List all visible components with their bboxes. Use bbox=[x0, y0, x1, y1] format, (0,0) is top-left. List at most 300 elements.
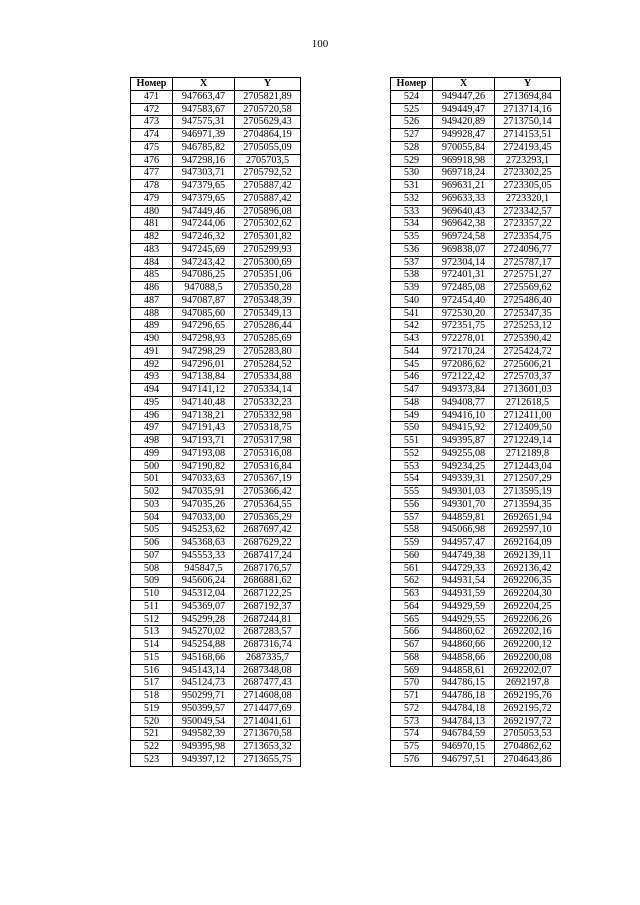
cell-x: 944860,66 bbox=[433, 639, 495, 652]
cell-number: 473 bbox=[131, 116, 173, 129]
cell-number: 480 bbox=[131, 205, 173, 218]
cell-number: 569 bbox=[391, 664, 433, 677]
cell-number: 483 bbox=[131, 243, 173, 256]
cell-x: 947193,08 bbox=[173, 447, 235, 460]
table-row bbox=[391, 728, 561, 741]
cell-number: 486 bbox=[131, 282, 173, 295]
cell-y: 2692136,42 bbox=[495, 562, 561, 575]
cell-x: 969633,33 bbox=[433, 192, 495, 205]
cell-number: 522 bbox=[131, 741, 173, 754]
table-row bbox=[131, 473, 301, 486]
table-row bbox=[391, 90, 561, 103]
cell-y: 2687122,25 bbox=[235, 588, 301, 601]
table-row bbox=[131, 447, 301, 460]
cell-y: 2705332,23 bbox=[235, 396, 301, 409]
table-row bbox=[131, 702, 301, 715]
cell-number: 550 bbox=[391, 422, 433, 435]
header-number: Номер bbox=[131, 78, 173, 91]
table-row bbox=[391, 460, 561, 473]
cell-y: 2686881,62 bbox=[235, 575, 301, 588]
table-row bbox=[131, 690, 301, 703]
table-row bbox=[391, 715, 561, 728]
cell-y: 2687629,22 bbox=[235, 537, 301, 550]
table-row bbox=[391, 116, 561, 129]
cell-x: 946797,51 bbox=[433, 753, 495, 766]
cell-y: 2692195,72 bbox=[495, 702, 561, 715]
cell-y: 2714041,61 bbox=[235, 715, 301, 728]
cell-x: 969640,43 bbox=[433, 205, 495, 218]
table-body-right bbox=[391, 90, 561, 766]
cell-x: 945253,62 bbox=[173, 524, 235, 537]
cell-y: 2705284,52 bbox=[235, 358, 301, 371]
cell-x: 972530,20 bbox=[433, 307, 495, 320]
cell-number: 490 bbox=[131, 333, 173, 346]
cell-y: 2705703,5 bbox=[235, 154, 301, 167]
cell-number: 527 bbox=[391, 129, 433, 142]
table-row bbox=[391, 205, 561, 218]
table-row bbox=[391, 103, 561, 116]
table-row bbox=[131, 575, 301, 588]
table-row bbox=[391, 243, 561, 256]
cell-number: 572 bbox=[391, 702, 433, 715]
cell-x: 949408,77 bbox=[433, 396, 495, 409]
cell-x: 945606,24 bbox=[173, 575, 235, 588]
cell-y: 2723302,25 bbox=[495, 167, 561, 180]
table-row bbox=[391, 384, 561, 397]
cell-x: 945143,14 bbox=[173, 664, 235, 677]
cell-y: 2687348,08 bbox=[235, 664, 301, 677]
cell-number: 551 bbox=[391, 435, 433, 448]
table-row bbox=[131, 728, 301, 741]
cell-x: 945299,28 bbox=[173, 613, 235, 626]
cell-y: 2687176,57 bbox=[235, 562, 301, 575]
table-row bbox=[391, 575, 561, 588]
cell-y: 2705348,39 bbox=[235, 294, 301, 307]
coordinates-table-right bbox=[390, 77, 561, 767]
cell-y: 2692202,16 bbox=[495, 626, 561, 639]
cell-x: 972401,31 bbox=[433, 269, 495, 282]
cell-x: 947033,00 bbox=[173, 511, 235, 524]
cell-number: 556 bbox=[391, 498, 433, 511]
table-body-left bbox=[131, 90, 301, 766]
cell-number: 489 bbox=[131, 320, 173, 333]
cell-y: 2712411,00 bbox=[495, 409, 561, 422]
table-row bbox=[391, 626, 561, 639]
cell-y: 2692139,11 bbox=[495, 549, 561, 562]
cell-y: 2725486,40 bbox=[495, 294, 561, 307]
cell-y: 2712189,8 bbox=[495, 447, 561, 460]
cell-number: 541 bbox=[391, 307, 433, 320]
cell-x: 945553,33 bbox=[173, 549, 235, 562]
cell-x: 947138,84 bbox=[173, 371, 235, 384]
cell-y: 2687283,57 bbox=[235, 626, 301, 639]
cell-number: 495 bbox=[131, 396, 173, 409]
cell-y: 2705283,80 bbox=[235, 345, 301, 358]
cell-y: 2723342,57 bbox=[495, 205, 561, 218]
cell-x: 972351,75 bbox=[433, 320, 495, 333]
cell-y: 2724096,77 bbox=[495, 243, 561, 256]
cell-number: 528 bbox=[391, 141, 433, 154]
cell-x: 944957,47 bbox=[433, 537, 495, 550]
cell-y: 2692597,10 bbox=[495, 524, 561, 537]
cell-x: 949928,47 bbox=[433, 129, 495, 142]
table-row bbox=[391, 422, 561, 435]
header-y: Y bbox=[235, 78, 301, 91]
cell-y: 2705316,08 bbox=[235, 447, 301, 460]
cell-y: 2705629,43 bbox=[235, 116, 301, 129]
cell-x: 949301,03 bbox=[433, 486, 495, 499]
table-row bbox=[391, 511, 561, 524]
table-row bbox=[131, 524, 301, 537]
cell-x: 969838,07 bbox=[433, 243, 495, 256]
cell-y: 2705053,53 bbox=[495, 728, 561, 741]
cell-y: 2713653,32 bbox=[235, 741, 301, 754]
cell-number: 561 bbox=[391, 562, 433, 575]
cell-y: 2713750,14 bbox=[495, 116, 561, 129]
cell-y: 2705351,06 bbox=[235, 269, 301, 282]
table-row bbox=[131, 651, 301, 664]
header-number: Номер bbox=[391, 78, 433, 91]
cell-number: 492 bbox=[131, 358, 173, 371]
cell-y: 2704643,86 bbox=[495, 753, 561, 766]
cell-x: 950399,57 bbox=[173, 702, 235, 715]
cell-number: 513 bbox=[131, 626, 173, 639]
cell-number: 475 bbox=[131, 141, 173, 154]
cell-x: 949339,31 bbox=[433, 473, 495, 486]
table-row bbox=[131, 549, 301, 562]
cell-y: 2705317,98 bbox=[235, 435, 301, 448]
page-number: 100 bbox=[311, 38, 329, 50]
cell-x: 945124,73 bbox=[173, 677, 235, 690]
table-row bbox=[131, 422, 301, 435]
table-row bbox=[131, 677, 301, 690]
table-row bbox=[391, 486, 561, 499]
table-row bbox=[131, 129, 301, 142]
table-row bbox=[391, 256, 561, 269]
table-row bbox=[131, 90, 301, 103]
cell-x: 944784,18 bbox=[433, 702, 495, 715]
cell-x: 969631,21 bbox=[433, 180, 495, 193]
cell-number: 487 bbox=[131, 294, 173, 307]
coordinates-table-left bbox=[130, 77, 301, 767]
cell-x: 947379,65 bbox=[173, 192, 235, 205]
table-row bbox=[131, 294, 301, 307]
table-row bbox=[131, 282, 301, 295]
cell-x: 949582,39 bbox=[173, 728, 235, 741]
cell-y: 2704864,19 bbox=[235, 129, 301, 142]
cell-x: 949447,26 bbox=[433, 90, 495, 103]
cell-y: 2725569,62 bbox=[495, 282, 561, 295]
cell-y: 2713655,75 bbox=[235, 753, 301, 766]
cell-number: 481 bbox=[131, 218, 173, 231]
cell-y: 2687477,43 bbox=[235, 677, 301, 690]
cell-number: 497 bbox=[131, 422, 173, 435]
cell-x: 947298,29 bbox=[173, 345, 235, 358]
table-row bbox=[391, 180, 561, 193]
table-row bbox=[131, 307, 301, 320]
cell-number: 529 bbox=[391, 154, 433, 167]
cell-number: 484 bbox=[131, 256, 173, 269]
cell-y: 2725253,12 bbox=[495, 320, 561, 333]
cell-x: 950049,54 bbox=[173, 715, 235, 728]
cell-number: 517 bbox=[131, 677, 173, 690]
table-row bbox=[391, 435, 561, 448]
table-row bbox=[131, 320, 301, 333]
cell-x: 949395,87 bbox=[433, 435, 495, 448]
cell-number: 553 bbox=[391, 460, 433, 473]
cell-x: 947087,87 bbox=[173, 294, 235, 307]
cell-y: 2705367,19 bbox=[235, 473, 301, 486]
cell-y: 2687244,81 bbox=[235, 613, 301, 626]
cell-x: 949416,10 bbox=[433, 409, 495, 422]
cell-x: 972170,24 bbox=[433, 345, 495, 358]
cell-number: 542 bbox=[391, 320, 433, 333]
table-row bbox=[131, 511, 301, 524]
cell-y: 2705792,52 bbox=[235, 167, 301, 180]
cell-x: 970055,84 bbox=[433, 141, 495, 154]
table-row bbox=[131, 231, 301, 244]
cell-y: 2705365,29 bbox=[235, 511, 301, 524]
table-row bbox=[391, 141, 561, 154]
cell-x: 947583,67 bbox=[173, 103, 235, 116]
cell-x: 947296,01 bbox=[173, 358, 235, 371]
table-row bbox=[131, 498, 301, 511]
cell-number: 576 bbox=[391, 753, 433, 766]
cell-x: 972122,42 bbox=[433, 371, 495, 384]
cell-number: 485 bbox=[131, 269, 173, 282]
cell-number: 519 bbox=[131, 702, 173, 715]
table-row bbox=[131, 486, 301, 499]
cell-y: 2705334,14 bbox=[235, 384, 301, 397]
cell-x: 944931,59 bbox=[433, 588, 495, 601]
table-row bbox=[391, 562, 561, 575]
cell-x: 947191,43 bbox=[173, 422, 235, 435]
cell-y: 2692204,30 bbox=[495, 588, 561, 601]
table-row bbox=[131, 154, 301, 167]
table-header-row bbox=[131, 78, 301, 91]
cell-x: 944729,33 bbox=[433, 562, 495, 575]
cell-number: 533 bbox=[391, 205, 433, 218]
table-row bbox=[131, 715, 301, 728]
cell-number: 526 bbox=[391, 116, 433, 129]
cell-y: 2712249,14 bbox=[495, 435, 561, 448]
cell-x: 945312,04 bbox=[173, 588, 235, 601]
cell-number: 506 bbox=[131, 537, 173, 550]
cell-number: 491 bbox=[131, 345, 173, 358]
cell-y: 2705302,62 bbox=[235, 218, 301, 231]
cell-y: 2692200,12 bbox=[495, 639, 561, 652]
table-row bbox=[391, 447, 561, 460]
cell-y: 2725751,27 bbox=[495, 269, 561, 282]
cell-y: 2687192,37 bbox=[235, 600, 301, 613]
cell-x: 947379,65 bbox=[173, 180, 235, 193]
cell-y: 2705349,13 bbox=[235, 307, 301, 320]
table-row bbox=[131, 409, 301, 422]
cell-number: 546 bbox=[391, 371, 433, 384]
cell-y: 2705055,09 bbox=[235, 141, 301, 154]
cell-y: 2712507,29 bbox=[495, 473, 561, 486]
cell-y: 2725424,72 bbox=[495, 345, 561, 358]
table-row bbox=[391, 549, 561, 562]
table-row bbox=[131, 358, 301, 371]
cell-x: 945168,66 bbox=[173, 651, 235, 664]
cell-y: 2725347,35 bbox=[495, 307, 561, 320]
cell-x: 949301,70 bbox=[433, 498, 495, 511]
cell-x: 947141,12 bbox=[173, 384, 235, 397]
table-row bbox=[391, 473, 561, 486]
cell-number: 532 bbox=[391, 192, 433, 205]
cell-number: 566 bbox=[391, 626, 433, 639]
cell-x: 972086,62 bbox=[433, 358, 495, 371]
table-row bbox=[131, 103, 301, 116]
cell-number: 471 bbox=[131, 90, 173, 103]
cell-y: 2692197,72 bbox=[495, 715, 561, 728]
table-row bbox=[131, 345, 301, 358]
cell-number: 521 bbox=[131, 728, 173, 741]
cell-x: 945254,88 bbox=[173, 639, 235, 652]
cell-x: 947246,32 bbox=[173, 231, 235, 244]
table-row bbox=[131, 613, 301, 626]
cell-x: 947035,91 bbox=[173, 486, 235, 499]
cell-number: 555 bbox=[391, 486, 433, 499]
cell-y: 2705301,82 bbox=[235, 231, 301, 244]
cell-y: 2705366,42 bbox=[235, 486, 301, 499]
cell-number: 472 bbox=[131, 103, 173, 116]
table-row bbox=[391, 231, 561, 244]
cell-number: 549 bbox=[391, 409, 433, 422]
table-row bbox=[391, 753, 561, 766]
cell-number: 510 bbox=[131, 588, 173, 601]
table-row bbox=[131, 562, 301, 575]
table-row bbox=[131, 371, 301, 384]
cell-y: 2723354,75 bbox=[495, 231, 561, 244]
cell-y: 2692206,26 bbox=[495, 613, 561, 626]
cell-y: 2705720,58 bbox=[235, 103, 301, 116]
cell-number: 570 bbox=[391, 677, 433, 690]
cell-x: 947243,42 bbox=[173, 256, 235, 269]
cell-x: 972485,08 bbox=[433, 282, 495, 295]
cell-y: 2705896,08 bbox=[235, 205, 301, 218]
cell-number: 508 bbox=[131, 562, 173, 575]
cell-x: 947035,26 bbox=[173, 498, 235, 511]
table-row bbox=[131, 192, 301, 205]
table-row bbox=[391, 741, 561, 754]
cell-number: 562 bbox=[391, 575, 433, 588]
cell-y: 2723293,1 bbox=[495, 154, 561, 167]
cell-y: 2725390,42 bbox=[495, 333, 561, 346]
table-row bbox=[131, 205, 301, 218]
cell-x: 950299,71 bbox=[173, 690, 235, 703]
table-row bbox=[391, 613, 561, 626]
cell-number: 539 bbox=[391, 282, 433, 295]
table-row bbox=[131, 396, 301, 409]
cell-number: 482 bbox=[131, 231, 173, 244]
cell-y: 2725606,21 bbox=[495, 358, 561, 371]
table-row bbox=[391, 498, 561, 511]
cell-number: 560 bbox=[391, 549, 433, 562]
cell-x: 949373,84 bbox=[433, 384, 495, 397]
cell-y: 2705887,42 bbox=[235, 192, 301, 205]
table-row bbox=[391, 282, 561, 295]
table-row bbox=[391, 345, 561, 358]
cell-number: 479 bbox=[131, 192, 173, 205]
cell-number: 525 bbox=[391, 103, 433, 116]
cell-y: 2705332,98 bbox=[235, 409, 301, 422]
cell-number: 540 bbox=[391, 294, 433, 307]
table-row bbox=[131, 269, 301, 282]
cell-x: 947575,31 bbox=[173, 116, 235, 129]
table-row bbox=[391, 702, 561, 715]
table-row bbox=[391, 600, 561, 613]
cell-x: 947244,06 bbox=[173, 218, 235, 231]
table-row bbox=[391, 167, 561, 180]
cell-number: 543 bbox=[391, 333, 433, 346]
cell-number: 507 bbox=[131, 549, 173, 562]
cell-x: 949415,92 bbox=[433, 422, 495, 435]
header-y: Y bbox=[495, 78, 561, 91]
cell-y: 2705350,28 bbox=[235, 282, 301, 295]
cell-x: 945270,02 bbox=[173, 626, 235, 639]
cell-number: 573 bbox=[391, 715, 433, 728]
cell-x: 949234,25 bbox=[433, 460, 495, 473]
cell-y: 2724193,45 bbox=[495, 141, 561, 154]
cell-x: 949255,08 bbox=[433, 447, 495, 460]
cell-x: 947088,5 bbox=[173, 282, 235, 295]
cell-x: 972454,40 bbox=[433, 294, 495, 307]
cell-number: 565 bbox=[391, 613, 433, 626]
cell-x: 949449,47 bbox=[433, 103, 495, 116]
table-row bbox=[131, 600, 301, 613]
cell-x: 944929,59 bbox=[433, 600, 495, 613]
cell-x: 944859,81 bbox=[433, 511, 495, 524]
cell-x: 947193,71 bbox=[173, 435, 235, 448]
table-row bbox=[131, 384, 301, 397]
table-row bbox=[131, 588, 301, 601]
cell-number: 538 bbox=[391, 269, 433, 282]
cell-number: 548 bbox=[391, 396, 433, 409]
cell-y: 2725787,17 bbox=[495, 256, 561, 269]
cell-number: 474 bbox=[131, 129, 173, 142]
cell-number: 574 bbox=[391, 728, 433, 741]
cell-x: 969724,58 bbox=[433, 231, 495, 244]
table-row bbox=[391, 294, 561, 307]
cell-x: 947449,46 bbox=[173, 205, 235, 218]
cell-x: 944786,18 bbox=[433, 690, 495, 703]
table-row bbox=[391, 218, 561, 231]
table-row bbox=[391, 639, 561, 652]
table-row bbox=[391, 664, 561, 677]
table-row bbox=[131, 435, 301, 448]
cell-number: 499 bbox=[131, 447, 173, 460]
table-row bbox=[131, 116, 301, 129]
cell-y: 2692206,35 bbox=[495, 575, 561, 588]
cell-x: 945368,63 bbox=[173, 537, 235, 550]
cell-x: 947245,69 bbox=[173, 243, 235, 256]
cell-number: 504 bbox=[131, 511, 173, 524]
cell-number: 503 bbox=[131, 498, 173, 511]
table-row bbox=[391, 524, 561, 537]
table-row bbox=[131, 167, 301, 180]
cell-x: 946971,39 bbox=[173, 129, 235, 142]
cell-y: 2723320,1 bbox=[495, 192, 561, 205]
cell-y: 2713594,35 bbox=[495, 498, 561, 511]
cell-x: 947303,71 bbox=[173, 167, 235, 180]
cell-number: 558 bbox=[391, 524, 433, 537]
cell-number: 523 bbox=[131, 753, 173, 766]
table-row bbox=[391, 588, 561, 601]
cell-number: 547 bbox=[391, 384, 433, 397]
table-row bbox=[131, 626, 301, 639]
